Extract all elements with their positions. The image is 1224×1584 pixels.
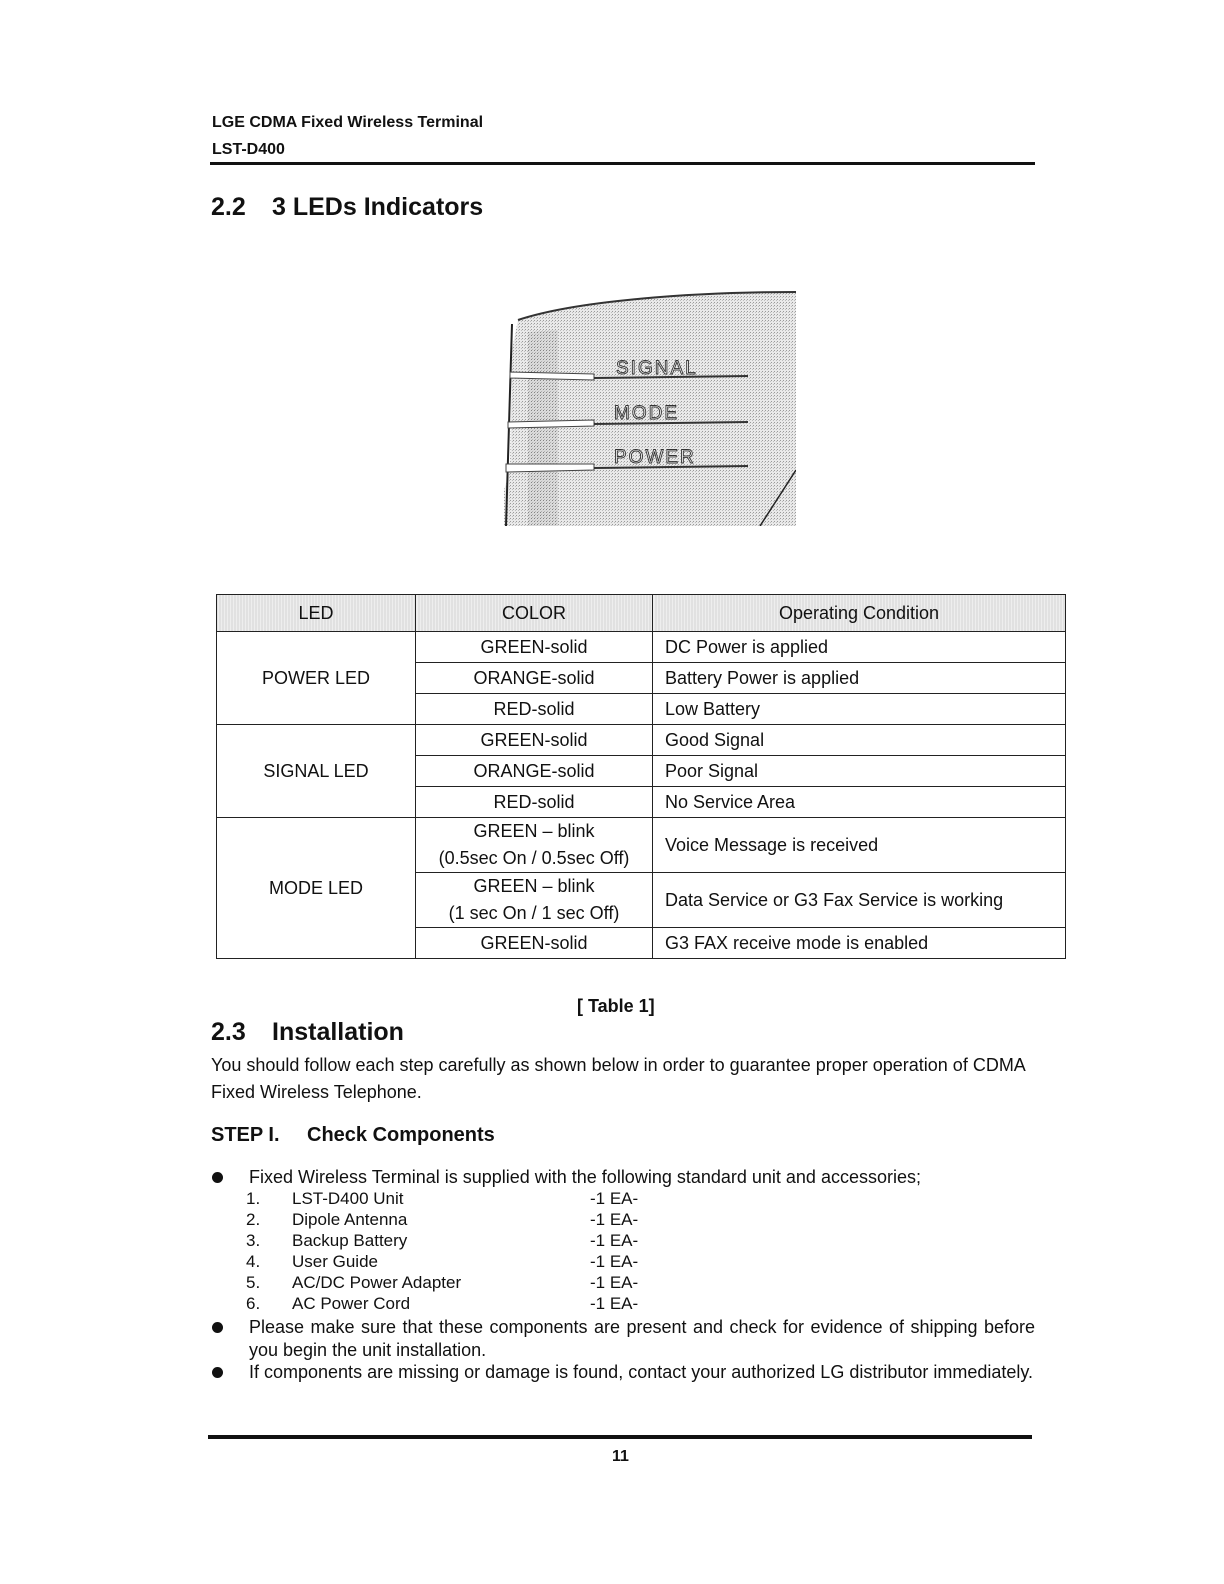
item-qty: -1 EA-	[590, 1294, 639, 1313]
color-cell: GREEN-solid	[416, 928, 653, 959]
item-name: AC Power Cord	[292, 1294, 411, 1313]
condition-cell: Low Battery	[653, 694, 1066, 725]
table-caption: [ Table 1]	[577, 996, 655, 1016]
header-operating-condition: Operating Condition	[653, 595, 1066, 632]
bullet-text: Fixed Wireless Terminal is supplied with the following standard unit and accessories;	[249, 1167, 921, 1187]
signal-label: SIGNAL	[616, 358, 698, 379]
table-row	[217, 818, 1066, 873]
item-name: Dipole Antenna	[292, 1210, 408, 1229]
table-row	[217, 725, 1066, 756]
color-cell	[416, 818, 653, 873]
step-title: Check Components	[307, 1124, 495, 1146]
condition-cell: Poor Signal	[653, 756, 1066, 787]
item-qty: -1 EA-	[590, 1252, 639, 1271]
list-item	[246, 1273, 666, 1294]
item-name: LST-D400 Unit	[292, 1189, 404, 1208]
item-number: 6.	[246, 1294, 261, 1313]
list-item	[246, 1210, 666, 1231]
led-panel-image	[498, 290, 796, 526]
item-number: 1.	[246, 1189, 261, 1208]
section-2-3-heading	[211, 1018, 404, 1047]
bullet-text: If components are missing or damage is found, contact your authorized LG distributor immediately.	[249, 1362, 1034, 1382]
condition-cell: DC Power is applied	[653, 632, 1066, 663]
led-name-cell: SIGNAL LED	[217, 725, 416, 818]
section-2-2-heading	[211, 193, 483, 222]
condition-cell: Voice Message is received	[653, 818, 1066, 873]
installation-paragraph: You should follow each step carefully as shown below in order to guarantee proper operation of CDMA Fixed Wireless Telephone.	[211, 1055, 1025, 1102]
section-title: Installation	[272, 1018, 404, 1046]
item-name: AC/DC Power Adapter	[292, 1273, 462, 1292]
bullet-icon	[212, 1367, 223, 1378]
list-item	[246, 1252, 666, 1273]
led-name-cell: POWER LED	[217, 632, 416, 725]
footer-rule	[208, 1435, 1032, 1439]
section-number: 2.2	[211, 193, 246, 221]
color-cell: RED-solid	[416, 787, 653, 818]
header-rule	[210, 162, 1035, 165]
color-cell: ORANGE-solid	[416, 756, 653, 787]
step-1-heading	[211, 1124, 495, 1147]
list-item	[246, 1231, 666, 1252]
step-label: STEP I.	[211, 1124, 280, 1146]
table-row	[217, 632, 1066, 663]
color-cell	[416, 873, 653, 928]
mode-label: MODE	[614, 403, 679, 424]
item-name: Backup Battery	[292, 1231, 408, 1250]
item-number: 5.	[246, 1273, 261, 1292]
list-item	[246, 1294, 666, 1315]
item-number: 2.	[246, 1210, 261, 1229]
item-qty: -1 EA-	[590, 1273, 639, 1292]
led-indicator-table	[216, 594, 1066, 959]
bullet-text: Please make sure that these components are present and check for evidence of shipping before you begin the unit installation.	[249, 1317, 1035, 1360]
power-label: POWER	[614, 447, 696, 468]
color-cell: GREEN-solid	[416, 725, 653, 756]
color-timing: (1 sec On / 1 sec Off)	[448, 903, 620, 923]
item-qty: -1 EA-	[590, 1231, 639, 1250]
item-qty: -1 EA-	[590, 1210, 639, 1229]
condition-cell: Good Signal	[653, 725, 1066, 756]
table-header-row	[217, 595, 1066, 632]
item-number: 4.	[246, 1252, 261, 1271]
color-cell: GREEN-solid	[416, 632, 653, 663]
color-cell: ORANGE-solid	[416, 663, 653, 694]
condition-cell: Data Service or G3 Fax Service is working	[653, 873, 1066, 928]
document-header-title: LGE CDMA Fixed Wireless Terminal	[212, 114, 484, 131]
list-item	[246, 1189, 666, 1210]
bullet-icon	[212, 1172, 223, 1183]
led-name-cell: MODE LED	[217, 818, 416, 959]
section-number: 2.3	[211, 1018, 246, 1046]
page-number: 11	[612, 1448, 629, 1465]
condition-cell: G3 FAX receive mode is enabled	[653, 928, 1066, 959]
color-timing: (0.5sec On / 0.5sec Off)	[438, 848, 630, 868]
item-number: 3.	[246, 1231, 261, 1250]
condition-cell: No Service Area	[653, 787, 1066, 818]
color-line: GREEN – blink	[473, 821, 595, 841]
components-list	[246, 1189, 666, 1315]
item-name: User Guide	[292, 1252, 378, 1271]
color-line: GREEN – blink	[473, 876, 595, 896]
condition-cell: Battery Power is applied	[653, 663, 1066, 694]
header-led: LED	[217, 595, 416, 632]
header-color: COLOR	[416, 595, 653, 632]
bullet-icon	[212, 1322, 223, 1333]
section-title: 3 LEDs Indicators	[272, 193, 484, 221]
item-qty: -1 EA-	[590, 1189, 639, 1208]
document-header-model: LST-D400	[212, 141, 285, 158]
color-cell: RED-solid	[416, 694, 653, 725]
